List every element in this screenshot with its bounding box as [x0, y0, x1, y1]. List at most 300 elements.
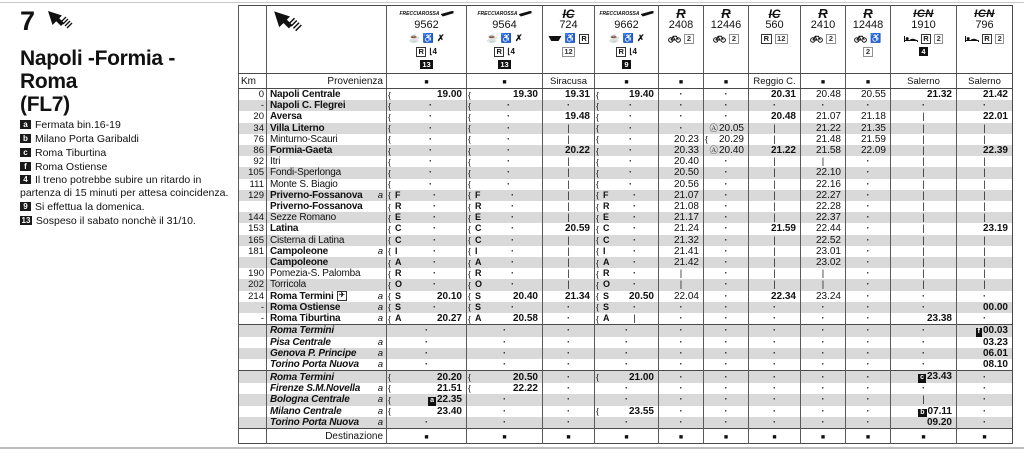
time-cell	[467, 291, 543, 302]
time-cell	[749, 383, 801, 394]
station-name: Napoli Centrale	[270, 89, 341, 100]
time-cell	[846, 383, 891, 394]
time-value: 23.40	[436, 405, 462, 417]
time-cell	[704, 371, 749, 383]
time-cell	[846, 190, 891, 201]
time-cell	[543, 100, 595, 111]
no-stop-dot: ·	[633, 189, 636, 200]
time-cell	[543, 348, 595, 359]
route-deviation-squiggle-icon: {	[388, 257, 391, 268]
note-ref-icon: c	[920, 374, 924, 382]
regionale-logo: R	[818, 6, 828, 21]
no-stop-dot: ·	[507, 145, 510, 156]
time-cell	[659, 89, 704, 101]
freccia-letter: F	[603, 189, 609, 200]
arrival-marker: a	[377, 301, 383, 313]
time-cell	[749, 348, 801, 359]
route-deviation-squiggle-icon: {	[468, 313, 471, 324]
time-cell	[891, 325, 957, 337]
route-deviation-squiggle-icon: {	[596, 156, 599, 167]
station-row	[239, 337, 1013, 348]
reservation-icon: R	[579, 34, 589, 44]
note-item	[20, 174, 232, 200]
no-stop-dot: ·	[922, 382, 925, 393]
station-cell	[267, 417, 387, 429]
through-bar: |	[773, 133, 776, 145]
route-deviation-squiggle-icon: {	[388, 383, 391, 394]
time-cell	[387, 394, 467, 406]
time-cell	[543, 167, 595, 178]
time-value: 22.37	[815, 212, 841, 224]
reservation-icon: R	[761, 34, 771, 44]
time-cell	[704, 257, 749, 268]
time-cell	[846, 201, 891, 212]
time-cell	[801, 348, 846, 359]
time-cell	[891, 190, 957, 201]
through-bar: |	[679, 279, 683, 291]
through-bar: |	[922, 201, 925, 213]
time-cell	[891, 179, 957, 190]
time-value: 22.34	[770, 290, 796, 302]
direction-arrow-icon	[273, 32, 307, 43]
no-stop-dot: ·	[821, 336, 825, 347]
station-row	[239, 167, 1013, 178]
time-cell	[659, 291, 704, 302]
freccia-letter: E	[395, 212, 402, 223]
no-stop-dot: ·	[679, 301, 683, 312]
time-cell	[846, 325, 891, 337]
time-value: 22.39	[982, 145, 1008, 157]
through-bar: |	[567, 234, 570, 246]
time-cell	[891, 268, 957, 279]
no-stop-dot: ·	[429, 111, 432, 122]
station-name: Campoleone	[270, 245, 329, 257]
no-stop-dot: ·	[679, 325, 683, 336]
station-cell	[267, 212, 387, 223]
time-value: b 07.11	[920, 405, 952, 417]
through-bar: |	[922, 145, 925, 157]
time-cell	[957, 179, 1013, 190]
time-cell	[467, 268, 543, 279]
time-cell	[595, 337, 659, 348]
no-stop-dot: ·	[429, 133, 432, 144]
time-cell	[659, 417, 704, 429]
freccia-letter: F	[395, 189, 401, 200]
no-stop-dot: ·	[821, 371, 825, 382]
through-bar: |	[567, 189, 570, 201]
time-cell	[595, 348, 659, 359]
notes-list	[20, 119, 232, 227]
time-cell	[387, 190, 467, 201]
km-cell	[239, 406, 267, 418]
no-stop-dot: ·	[433, 279, 436, 290]
km-header-spacer	[239, 6, 267, 74]
freccia-letter: O	[395, 279, 403, 290]
station-row	[239, 383, 1013, 394]
through-bar: |	[567, 212, 570, 224]
freccia-letter: C	[395, 223, 402, 234]
no-stop-dot: ·	[679, 111, 683, 122]
route-deviation-squiggle-icon: {	[468, 280, 471, 291]
time-cell	[595, 145, 659, 156]
no-stop-dot: ·	[983, 371, 986, 382]
time-cell	[957, 302, 1013, 313]
route-deviation-squiggle-icon: {	[596, 100, 599, 111]
freccia-letter: C	[395, 234, 402, 245]
note-item	[20, 215, 232, 228]
time-value: 20.33	[673, 145, 699, 157]
arrival-marker: a	[377, 394, 383, 406]
freccia-letter: F	[475, 189, 481, 200]
intercity-notte-logo: ICN	[974, 7, 995, 20]
time-cell	[801, 325, 846, 337]
station-name: Torricola	[270, 279, 306, 291]
train-column-header-724	[543, 6, 595, 74]
route-deviation-squiggle-icon: {	[468, 201, 471, 212]
no-stop-dot: ·	[633, 201, 636, 212]
time-cell	[801, 279, 846, 290]
time-value: 19.48	[564, 111, 590, 123]
time-cell	[846, 406, 891, 418]
no-stop-dot: ·	[433, 268, 436, 279]
train-number: 12448	[852, 19, 884, 31]
route-deviation-squiggle-icon: {	[388, 212, 391, 223]
freccia-letter: C	[603, 234, 610, 245]
station-name: Roma Ostiense	[270, 301, 341, 313]
time-cell	[595, 279, 659, 290]
no-stop-dot: ·	[679, 405, 683, 416]
note-ref-icon: a	[430, 397, 434, 405]
time-cell	[704, 325, 749, 337]
route-deviation-squiggle-icon: {	[388, 156, 391, 167]
time-cell	[891, 123, 957, 134]
route-deviation-squiggle-icon: {	[388, 235, 391, 246]
no-stop-dot: ·	[983, 100, 986, 111]
frecciarossa-swoosh-icon	[441, 11, 454, 17]
time-cell	[595, 325, 659, 337]
no-stop-dot: ·	[866, 336, 870, 347]
through-bar: |	[922, 156, 925, 168]
time-cell	[749, 212, 801, 223]
no-stop-dot: ·	[922, 347, 925, 358]
time-value: 22.27	[815, 189, 841, 201]
time-cell	[891, 291, 957, 302]
provenienza-value: ■	[595, 74, 659, 89]
train-column-header-9662	[595, 6, 659, 74]
time-cell	[659, 223, 704, 234]
class-box-icon: 12	[562, 47, 575, 57]
time-value: 21.00	[628, 371, 654, 383]
time-value: 22.10	[815, 167, 841, 179]
note-text: Sospeso il sabato nonchè il 31/10.	[35, 214, 196, 227]
no-stop-dot: ·	[724, 359, 728, 370]
km-cell: 153	[239, 223, 267, 234]
time-cell	[595, 100, 659, 111]
no-stop-dot: ·	[724, 234, 728, 245]
freccia-letter: R	[475, 268, 482, 279]
time-cell	[595, 223, 659, 234]
route-deviation-squiggle-icon: {	[468, 89, 471, 100]
train-number: 1910	[911, 19, 936, 31]
no-stop-dot: ·	[866, 167, 870, 178]
no-stop-dot: ·	[511, 268, 514, 279]
time-cell	[543, 417, 595, 429]
time-cell	[957, 313, 1013, 325]
no-stop-dot: ·	[567, 325, 570, 336]
km-cell: 20	[239, 111, 267, 122]
time-cell	[387, 268, 467, 279]
time-cell	[957, 406, 1013, 418]
frecciarossa-logo: FRECCIAROSSA	[399, 10, 440, 17]
time-cell	[467, 337, 543, 348]
through-bar: |	[922, 189, 925, 201]
time-cell	[801, 179, 846, 190]
no-stop-dot: ·	[633, 279, 636, 290]
station-row	[239, 100, 1013, 111]
route-deviation-squiggle-icon: {	[468, 372, 471, 383]
no-stop-dot: ·	[866, 279, 870, 290]
note-ref-icon: 9	[624, 60, 629, 69]
no-stop-dot: ·	[503, 325, 506, 336]
time-value: 20.40	[512, 290, 538, 302]
through-bar: |	[567, 122, 570, 134]
time-cell	[467, 417, 543, 429]
time-cell	[543, 111, 595, 122]
through-bar: |	[567, 156, 570, 168]
arrival-marker: a	[377, 359, 383, 371]
no-stop-dot: ·	[433, 257, 436, 268]
time-cell	[467, 406, 543, 418]
sleeper-icon	[965, 35, 979, 43]
no-stop-dot: ·	[866, 405, 870, 416]
time-cell	[749, 89, 801, 101]
through-bar: |	[821, 279, 825, 291]
freccia-letter: A	[395, 313, 402, 324]
note-marker: b	[20, 134, 31, 143]
time-cell	[659, 179, 704, 190]
wheelchair-icon: ♿	[870, 33, 882, 43]
station-row	[239, 156, 1013, 167]
no-stop-dot: ·	[724, 257, 728, 268]
time-cell	[467, 348, 543, 359]
time-cell	[801, 268, 846, 279]
freccia-letter: A	[603, 257, 610, 268]
through-bar: |	[567, 257, 570, 269]
through-bar: |	[567, 268, 570, 280]
freccia-letter: A	[395, 257, 402, 268]
time-cell	[659, 100, 704, 111]
provenienza-value: Salerno	[957, 74, 1013, 89]
time-cell	[467, 302, 543, 313]
no-stop-dot: ·	[724, 156, 728, 167]
no-stop-dot: ·	[629, 167, 632, 178]
time-cell	[543, 89, 595, 101]
provenienza-value: ■	[659, 74, 704, 89]
time-cell	[659, 337, 704, 348]
no-stop-dot: ·	[983, 382, 986, 393]
time-cell	[846, 167, 891, 178]
no-stop-dot: ·	[983, 394, 986, 405]
station-cell	[267, 156, 387, 167]
no-stop-dot: ·	[429, 156, 432, 167]
no-stop-dot: ·	[433, 212, 436, 223]
route-deviation-squiggle-icon: {	[596, 268, 599, 279]
time-cell	[846, 279, 891, 290]
service-levels-icon: ⌊4	[629, 47, 637, 56]
time-value: 23.19	[982, 223, 1008, 235]
time-cell	[749, 337, 801, 348]
time-value: 20.29	[718, 133, 744, 145]
time-cell	[659, 268, 704, 279]
time-value: 21.58	[815, 145, 841, 157]
station-row	[239, 406, 1013, 418]
km-cell	[239, 348, 267, 359]
km-cell: 86	[239, 145, 267, 156]
note-text: Fermata bin.16-19	[35, 119, 121, 132]
time-cell	[891, 235, 957, 246]
station-name: Torino Porta Nuova	[270, 417, 359, 429]
note-ref-icon: f	[977, 328, 980, 336]
no-stop-dot: ·	[625, 347, 628, 358]
no-stop-dot: ·	[866, 301, 870, 312]
through-bar: |	[773, 189, 776, 201]
train-column-header-12448	[846, 6, 891, 74]
time-cell	[891, 223, 957, 234]
note-marker: f	[20, 162, 31, 171]
no-stop-dot: ·	[679, 347, 683, 358]
regionale-logo: R	[721, 6, 731, 21]
time-cell	[801, 190, 846, 201]
no-stop-dot: ·	[679, 100, 683, 111]
time-cell	[846, 246, 891, 257]
through-bar: |	[773, 156, 776, 168]
frecciarossa-swoosh-icon	[519, 11, 532, 17]
station-cell	[267, 337, 387, 348]
time-cell	[543, 201, 595, 212]
regionale-logo: R	[676, 6, 686, 21]
class-box-icon: 12	[775, 34, 788, 44]
time-cell	[387, 156, 467, 167]
route-deviation-squiggle-icon: {	[596, 280, 599, 291]
through-bar: |	[983, 245, 986, 257]
through-bar: |	[922, 268, 925, 280]
station-row	[239, 212, 1013, 223]
no-stop-dot: ·	[866, 156, 870, 167]
km-cell	[239, 257, 267, 268]
time-cell	[543, 123, 595, 134]
through-bar: |	[773, 201, 776, 213]
provenienza-value: ■	[387, 74, 467, 89]
time-cell	[659, 167, 704, 178]
time-cell	[543, 359, 595, 371]
station-name: Roma Termini	[270, 371, 334, 383]
through-bar: |	[983, 234, 986, 246]
station-name: Priverno-Fossanova	[270, 189, 363, 201]
time-cell	[543, 257, 595, 268]
time-cell	[704, 167, 749, 178]
time-cell	[846, 359, 891, 371]
time-cell	[957, 145, 1013, 156]
train-column-header-2410	[801, 6, 846, 74]
train-column-header-2408	[659, 6, 704, 74]
time-cell	[846, 212, 891, 223]
time-cell	[387, 100, 467, 111]
note-marker: 13	[21, 215, 31, 225]
train-header-row	[239, 6, 1013, 74]
route-title	[20, 47, 232, 116]
route-title-line1: Napoli -Formia -Roma	[20, 47, 176, 94]
time-cell	[749, 179, 801, 190]
route-deviation-squiggle-icon: {	[388, 313, 391, 324]
time-cell	[801, 100, 846, 111]
time-cell	[387, 371, 467, 383]
time-cell	[387, 167, 467, 178]
time-cell	[595, 406, 659, 418]
through-bar: |	[983, 122, 986, 134]
through-bar: |	[773, 268, 776, 280]
freccia-letter: A	[603, 313, 610, 324]
time-cell	[543, 406, 595, 418]
no-stop-dot: ·	[724, 347, 728, 358]
reservation-icon: R	[494, 47, 504, 57]
no-stop-dot: ·	[567, 394, 570, 405]
route-deviation-squiggle-icon: {	[468, 156, 471, 167]
time-cell	[957, 371, 1013, 383]
station-name: Pomezia-S. Palomba	[270, 268, 361, 280]
no-stop-dot: ·	[922, 100, 925, 111]
time-cell	[891, 406, 957, 418]
train-column-header-560	[749, 6, 801, 74]
time-value: 21.08	[673, 201, 699, 213]
time-cell	[957, 190, 1013, 201]
reservation-icon: R	[982, 34, 992, 44]
station-cell	[267, 179, 387, 190]
time-value: 21.48	[815, 133, 841, 145]
route-deviation-squiggle-icon: {	[388, 302, 391, 313]
time-cell	[846, 337, 891, 348]
station-row	[239, 348, 1013, 359]
time-cell	[659, 156, 704, 167]
time-cell	[595, 371, 659, 383]
no-stop-dot: ·	[633, 234, 636, 245]
time-cell	[801, 302, 846, 313]
destinazione-value: ■	[846, 429, 891, 444]
through-bar: |	[567, 167, 570, 179]
time-cell	[704, 313, 749, 325]
freccia-letter: S	[603, 301, 610, 312]
station-name: Villa Literno	[270, 122, 325, 134]
station-name: Fondi-Sperlonga	[270, 167, 341, 179]
time-cell	[801, 313, 846, 325]
time-cell	[595, 179, 659, 190]
destinazione-value: ■	[595, 429, 659, 444]
station-cell	[267, 89, 387, 101]
route-deviation-squiggle-icon: {	[388, 246, 391, 257]
time-cell	[467, 156, 543, 167]
time-cell	[704, 337, 749, 348]
route-header	[20, 8, 232, 41]
no-stop-dot: ·	[503, 347, 506, 358]
time-cell	[467, 123, 543, 134]
time-cell	[704, 235, 749, 246]
through-bar: |	[983, 167, 986, 179]
station-cell	[267, 279, 387, 290]
no-stop-dot: ·	[983, 417, 986, 428]
time-cell	[749, 394, 801, 406]
time-cell	[467, 179, 543, 190]
km-footer-spacer	[239, 429, 267, 444]
no-stop-dot: ·	[866, 100, 870, 111]
